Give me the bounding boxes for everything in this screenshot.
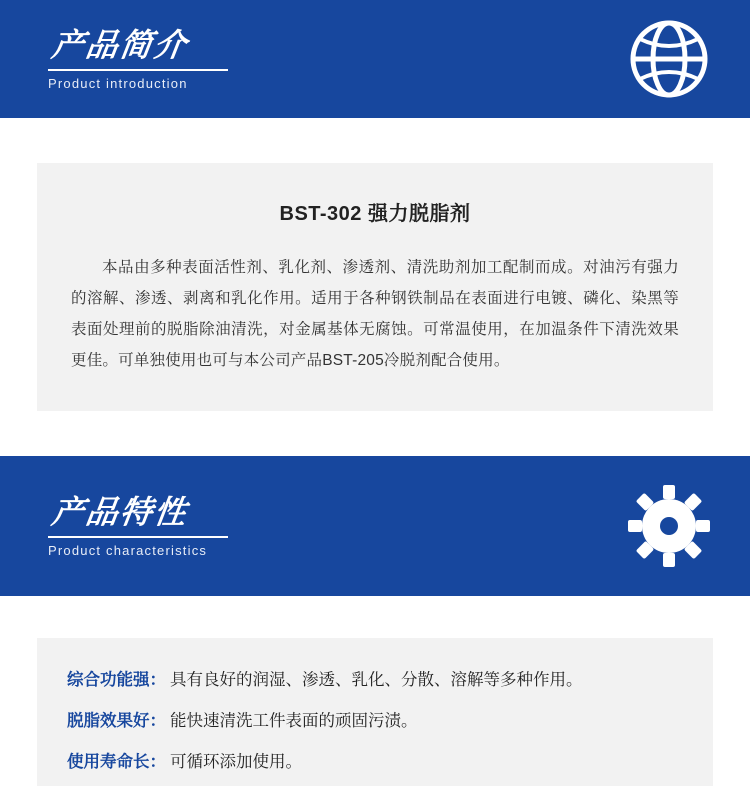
section-header-characteristics (0, 456, 750, 596)
section-header-intro-text (48, 27, 228, 92)
gear-icon (628, 485, 710, 567)
feature-item (67, 750, 683, 775)
feature-item (67, 709, 683, 734)
section-title-characteristics: 产品特性 (49, 493, 191, 530)
feature-value: 能快速清洗工件表面的顽固污渍。 (170, 711, 418, 730)
section-subtitle-characteristics: Product characteristics (48, 543, 208, 559)
feature-label: 使用寿命长： (67, 752, 166, 771)
feature-item (67, 668, 683, 693)
title-underline (48, 536, 228, 538)
title-underline (48, 69, 228, 71)
product-name: BST-302 强力脱脂剂 (279, 203, 471, 225)
feature-label: 脱脂效果好： (67, 711, 166, 730)
section-header-intro (0, 0, 750, 118)
section-title-intro: 产品简介 (49, 26, 191, 63)
feature-label: 综合功能强： (67, 671, 166, 689)
intro-content-wrap (0, 163, 750, 411)
feature-value: 可循环添加使用。 (170, 752, 302, 771)
product-description: 本品由多种表面活性剂、乳化剂、渗透剂、清洗助剂加工配制而成。对油污有强力的溶解、渗透、剥离和乳化作用。适用于各种钢铁制品在表面进行电镀、磷化、染黑等表面处理前的脱脂除油清洗，对金属基体无腐蚀。可常温使用，在加温条件下清洗效果更佳。可单独使用也可与本公司产品BST-205冷脱剂配合使用。 (71, 259, 679, 369)
globe-icon (628, 18, 710, 100)
section-subtitle-intro: Product introduction (48, 76, 188, 92)
features-content-wrap (0, 638, 750, 786)
section-header-characteristics-text (48, 494, 228, 559)
intro-card (37, 163, 713, 411)
feature-value: 具有良好的润湿、渗透、乳化、分散、溶解等多种作用。 (170, 671, 583, 689)
features-card (37, 638, 713, 786)
